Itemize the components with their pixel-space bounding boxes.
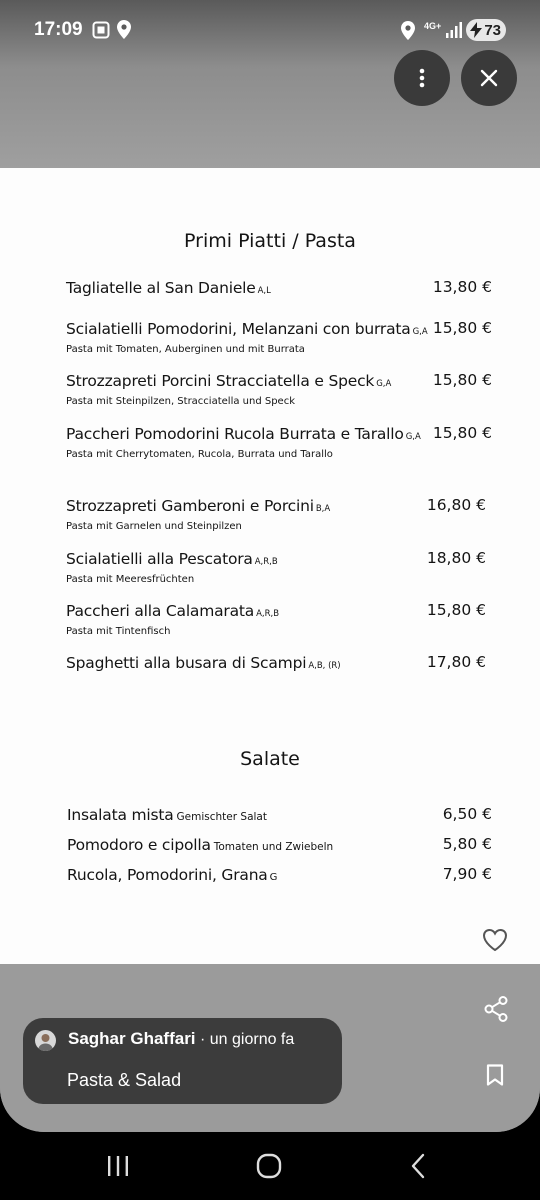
item-price: 17,80 € [426,653,486,671]
screenshot-icon [92,21,110,44]
menu-item: Paccheri Pomodorini Rucola Burrata e Tarallo G,A 15,80 € Pasta mit Cherrytomaten, Rucola, Burrata und Tarallo [66,424,492,460]
battery-level: 73 [484,21,501,39]
salad-section-title: Salate [240,748,300,770]
menu-item: Strozzapreti Gamberoni e Porcini B,A 16,80 € Pasta mit Garnelen und Steinpilzen [66,496,492,532]
charging-icon [470,22,482,42]
status-time: 17:09 [34,19,83,40]
home-icon [256,1153,282,1179]
item-price: 16,80 € [426,496,486,514]
item-note: Pasta mit Garnelen und Steinpilzen [66,521,242,532]
menu-item: Scialatielli Pomodorini, Melanzani con burrata G,A 15,80 € Pasta mit Tomaten, Auberginen und mit Burrata [66,319,492,355]
author-name[interactable]: Saghar Ghaffari [68,1029,196,1048]
item-note: Pasta mit Meeresfrüchten [66,574,195,585]
item-note: Pasta mit Tomaten, Auberginen und mit Burrata [66,344,305,355]
menu-item: Paccheri alla Calamarata A,R,B 15,80 € Pasta mit Tintenfisch [66,601,492,637]
item-note: Pasta mit Cherrytomaten, Rucola, Burrata und Tarallo [66,449,333,460]
bookmark-icon [486,1064,504,1086]
menu-item: Insalata mista Gemischter Salat 6,50 € [67,805,492,824]
back-button[interactable] [410,1153,426,1179]
menu-item: Spaghetti alla busara di Scampi A,B, (R) 17,80 € [66,653,486,672]
close-icon [480,69,498,87]
home-button[interactable] [256,1153,282,1179]
share-icon [484,996,508,1022]
battery-indicator [466,19,506,41]
item-price: 7,90 € [442,865,492,883]
status-bar [0,0,540,62]
item-price: 15,80 € [426,601,486,619]
menu-item: Pomodoro e cipolla Tomaten und Zwiebeln 5,80 € [67,835,492,854]
network-type: 4G+ [424,21,442,31]
user-avatar-icon [35,1030,56,1051]
recent-apps-icon [106,1155,130,1177]
item-price: 15,80 € [432,424,492,442]
menu-item: Rucola, Pomodorini, Grana G 7,90 € [67,865,492,884]
close-button[interactable] [461,50,517,106]
more-options-button[interactable] [394,50,450,106]
heart-icon [482,928,508,952]
back-icon [410,1153,426,1179]
item-note: Pasta mit Tintenfisch [66,626,171,637]
location-active-icon [401,21,415,45]
item-price: 15,80 € [432,371,492,389]
menu-item: Tagliatelle al San Daniele A,L 13,80 € [66,278,492,297]
location-icon [117,20,131,44]
share-button[interactable] [484,996,508,1022]
like-button[interactable] [482,928,508,952]
signal-icon [445,22,463,43]
recent-apps-button[interactable] [106,1155,130,1177]
item-price: 5,80 € [442,835,492,853]
menu-photo [0,168,540,964]
more-vert-icon [419,68,425,88]
item-price: 6,50 € [442,805,492,823]
author-line [68,1029,294,1049]
photo-info-card[interactable] [23,1018,342,1104]
menu-item: Strozzapreti Porcini Stracciatella e Speck G,A 15,80 € Pasta mit Steinpilzen, Stracciatella und Speck [66,371,492,407]
menu-item: Scialatielli alla Pescatora A,R,B 18,80 € Pasta mit Meeresfrüchten [66,549,492,585]
post-time: · un giorno fa [195,1031,295,1048]
photo-caption: Pasta & Salad [67,1070,182,1090]
avatar[interactable] [35,1030,56,1051]
navigation-bar [0,1132,540,1200]
item-price: 18,80 € [426,549,486,567]
item-price: 13,80 € [432,278,492,296]
save-button[interactable] [486,1064,504,1086]
pasta-section-title: Primi Piatti / Pasta [184,230,356,252]
item-price: 15,80 € [432,319,492,337]
item-note: Pasta mit Steinpilzen, Stracciatella und Speck [66,396,295,407]
